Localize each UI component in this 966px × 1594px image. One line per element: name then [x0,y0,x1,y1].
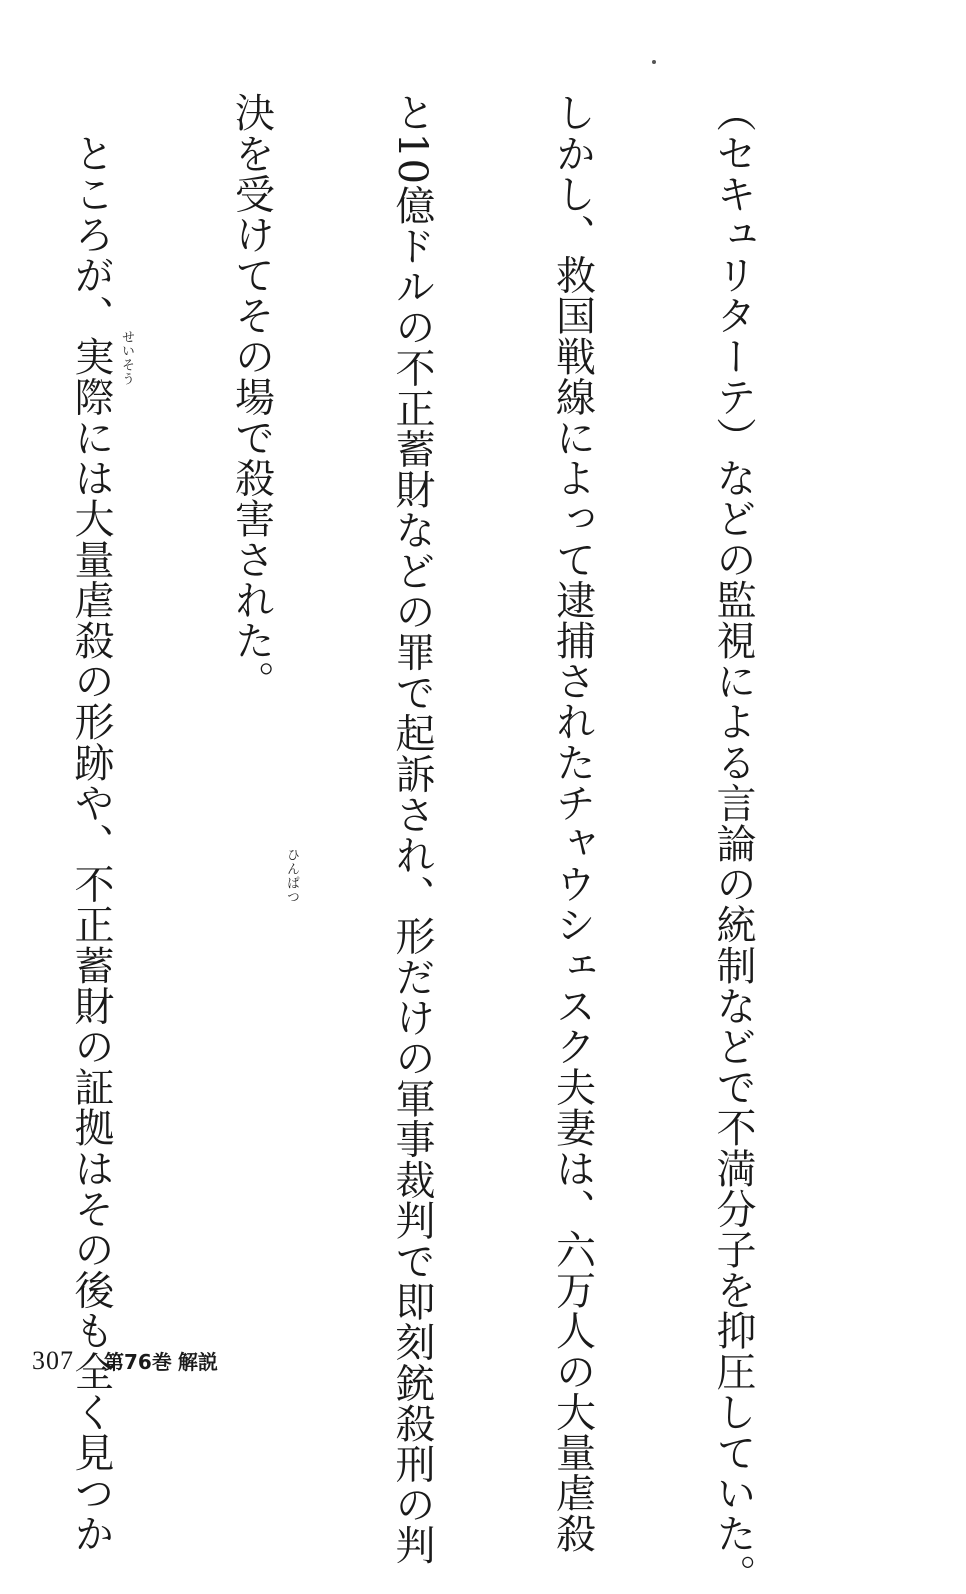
furigana-seisou: せいそう [119,330,134,386]
page-footer [32,1346,218,1376]
volume-label: 第76巻 [104,1350,172,1374]
page-number: 307 [32,1346,74,1375]
furigana-hinpatsu: ひんぱつ [284,848,299,904]
print-speck [652,60,656,64]
text-line: しかし、救国戦線によって逮捕されたチャウシェスク夫妻は、六万人の大量虐殺 [549,92,596,1554]
text-line: ところが、実際には大量虐殺の形跡や、不正蓄財の証拠はその後も全く見つか [68,92,114,1554]
section-label: 解説 [177,1350,218,1374]
text-line: 決を受けてその場で殺害された。 [228,92,275,701]
text-line: と10億ドルの不正蓄財などの罪で起訴され、形だけの軍事裁判で即刻銃殺刑の判 [389,92,435,1566]
text-line: （セキュリターテ）などの監視による言論の統制などで不満分子を抑圧していた。 [710,92,756,1594]
